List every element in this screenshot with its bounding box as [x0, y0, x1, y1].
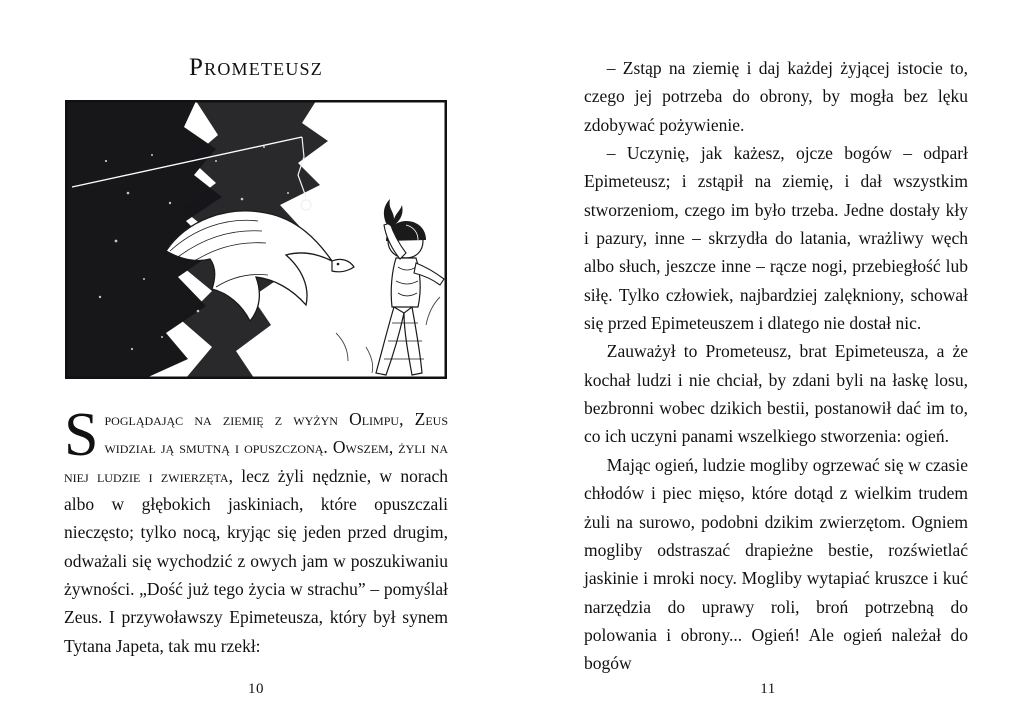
prometheus-eagle-engraving-illustration: [65, 100, 447, 379]
drop-cap: S: [64, 401, 99, 469]
first-paragraph-rest: lecz żyli nędznie, w norach albo w głębokich jaskiniach, które opuszczali nieczęsto; tylko nocą, kryjąc się jeden przed drugim, odważali się wychodzić z owych jam w poszukiwaniu żywności. „Dość już tego życia w strachu” – pomyślał Zeus. I przywoławszy Epimeteusza, który był synem Tytana Japeta, tak mu rzekł:: [64, 465, 448, 656]
paragraph-1: – Zstąp na ziemię i daj każdej żyjącej istocie to, czego jej potrzeba do obrony, by mogła bez lęku zdobywać pożywienie.: [584, 58, 968, 135]
paragraph-4: Mając ogień, ludzie mogliby ogrzewać się w czasie chłodów i piec mięso, które dotąd z wielkim trudem żuli na surowo, podobni dzikim zwierzętom. Ogniem mogliby odstraszać drapieżne bestie, rozświetlać jaskinie i mroki nocy. Mogliby wytapiać kruszce i kuć narzędzia do uprawy roli, broń potrzebną do polowania i obrony... Ogień! Ale ogień należał do bogów: [584, 454, 968, 674]
left-page-text: [64, 401, 448, 660]
first-paragraph-lead: poglądając na ziemię z wyżyn Olimpu, Zeus widział ją smutną i opuszczoną. Owszem, żyli na niej ludzie i zwierzęta,: [64, 409, 448, 486]
illustration-artwork: [66, 101, 446, 378]
right-page: [512, 0, 1024, 726]
page-title: Prometeusz: [189, 54, 323, 81]
paragraph-2: – Uczynię, jak każesz, ojcze bogów – odparł Epimeteusz; i zstąpił na ziemię, i dał wszystkim stworzeniom, czego im było trzeba. Jedne dostały kły i pazury, inne – skrzydła do latania, wrażliwy węch albo słuch, jeszcze inne – rącze nogi, przebiegłość lub siłę. Tylko człowiek, najbardziej zalękniony, schował się przed Epimeteuszem i dlatego nie dostał nic.: [584, 143, 968, 334]
right-page-text: [584, 54, 968, 678]
left-page-number: 10: [248, 681, 264, 697]
paragraph-3: Zauważył to Prometeusz, brat Epimeteusza, a że kochał ludzi i nie chciał, by zdani byli na łaskę losu, bezbronni wobec dzikich bestii, postanowił dać im to, co ich uczyni panami wszelkiego stworzenia: ogień.: [584, 341, 968, 447]
right-page-number: 11: [760, 681, 776, 697]
first-paragraph: [64, 401, 448, 660]
